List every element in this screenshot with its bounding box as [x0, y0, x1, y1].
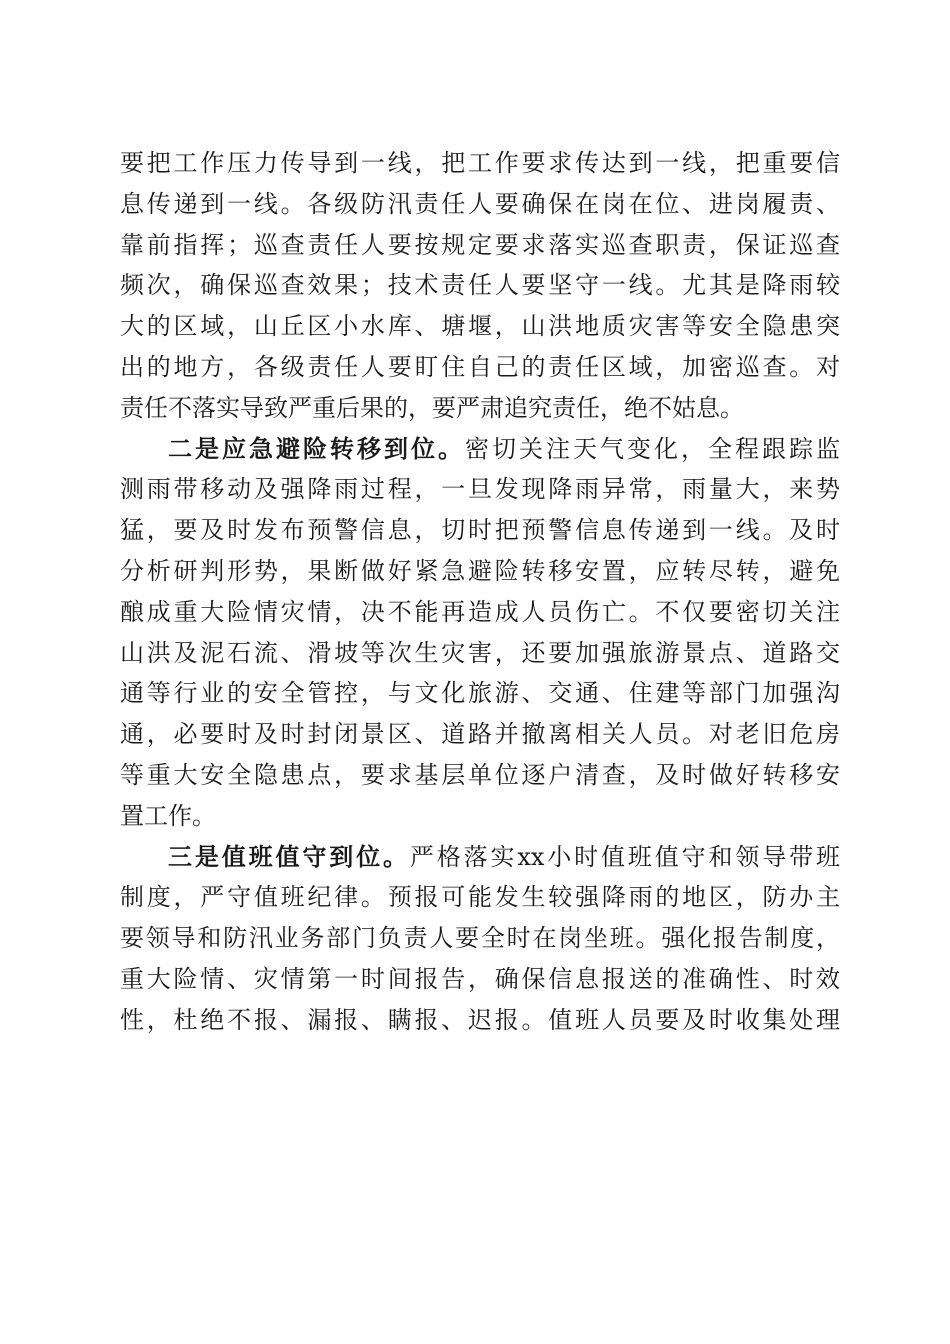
paragraph-lead-heading: 二是应急避险转移到位。 [168, 433, 465, 463]
paragraph-line: 重大险情、灾情第一时间报告，确保信息报送的准确性、时效 [120, 964, 840, 993]
paragraph-lead-heading: 三是值班值守到位。 [168, 841, 410, 871]
paragraph-first-line [120, 429, 840, 470]
paragraph-line: 置工作。 [120, 801, 216, 830]
paragraph-line: 通等行业的安全管控，与文化旅游、交通、住建等部门加强沟 [120, 679, 840, 708]
paragraph-line: 酿成重大险情灾情，决不能再造成人员伤亡。不仅要密切关注 [120, 597, 840, 626]
paragraph-line: 猛，要及时发布预警信息，切时把预警信息传递到一线。及时 [120, 516, 840, 545]
paragraph-first-line [120, 837, 840, 878]
paragraph-line: 息传递到一线。各级防汛责任人要确保在岗在位、进岗履责、 [120, 189, 840, 218]
paragraph-first-line-text: 严格落实xx小时值班值守和领导带班 [409, 842, 840, 871]
paragraph-line: 等重大安全隐患点，要求基层单位逐户清查，及时做好转移安 [120, 760, 840, 789]
paragraph-line: 分析研判形势，果断做好紧急避险转移安置，应转尽转，避免 [120, 556, 840, 585]
paragraph-line: 通，必要时及时封闭景区、道路并撤离相关人员。对老旧危房 [120, 720, 840, 749]
document-body [120, 143, 840, 1041]
paragraph-first-line-text: 密切关注天气变化，全程跟踪监 [465, 434, 840, 463]
paragraph-1 [120, 143, 840, 429]
paragraph-line: 要把工作压力传导到一线，把工作要求传达到一线，把重要信 [120, 149, 840, 177]
paragraph-line: 测雨带移动及强降雨过程，一旦发现降雨异常，雨量大，来势 [120, 475, 840, 504]
paragraph-line: 制度，严守值班纪律。预报可能发生较强降雨的地区，防办主 [120, 883, 840, 912]
paragraph-line: 山洪及泥石流、滑坡等次生灾害，还要加强旅游景点、道路交 [120, 638, 840, 667]
paragraph-line: 性，杜绝不报、漏报、瞒报、迟报。值班人员要及时收集处理 [120, 1005, 840, 1034]
paragraph-3 [120, 837, 840, 1041]
paragraph-line: 责任不落实导致严重后果的，要严肃追究责任，绝不姑息。 [120, 393, 744, 422]
paragraph-line: 要领导和防汛业务部门负责人要全时在岗坐班。强化报告制度， [120, 924, 840, 953]
paragraph-line: 出的地方，各级责任人要盯住自己的责任区域，加密巡查。对 [120, 352, 840, 381]
paragraph-line: 频次，确保巡查效果；技术责任人要坚守一线。尤其是降雨较 [120, 271, 840, 300]
paragraph-line: 靠前指挥；巡查责任人要按规定要求落实巡查职责，保证巡查 [120, 230, 840, 259]
paragraph-2 [120, 429, 840, 837]
paragraph-line: 大的区域，山丘区小水库、塘堰，山洪地质灾害等安全隐患突 [120, 312, 840, 341]
